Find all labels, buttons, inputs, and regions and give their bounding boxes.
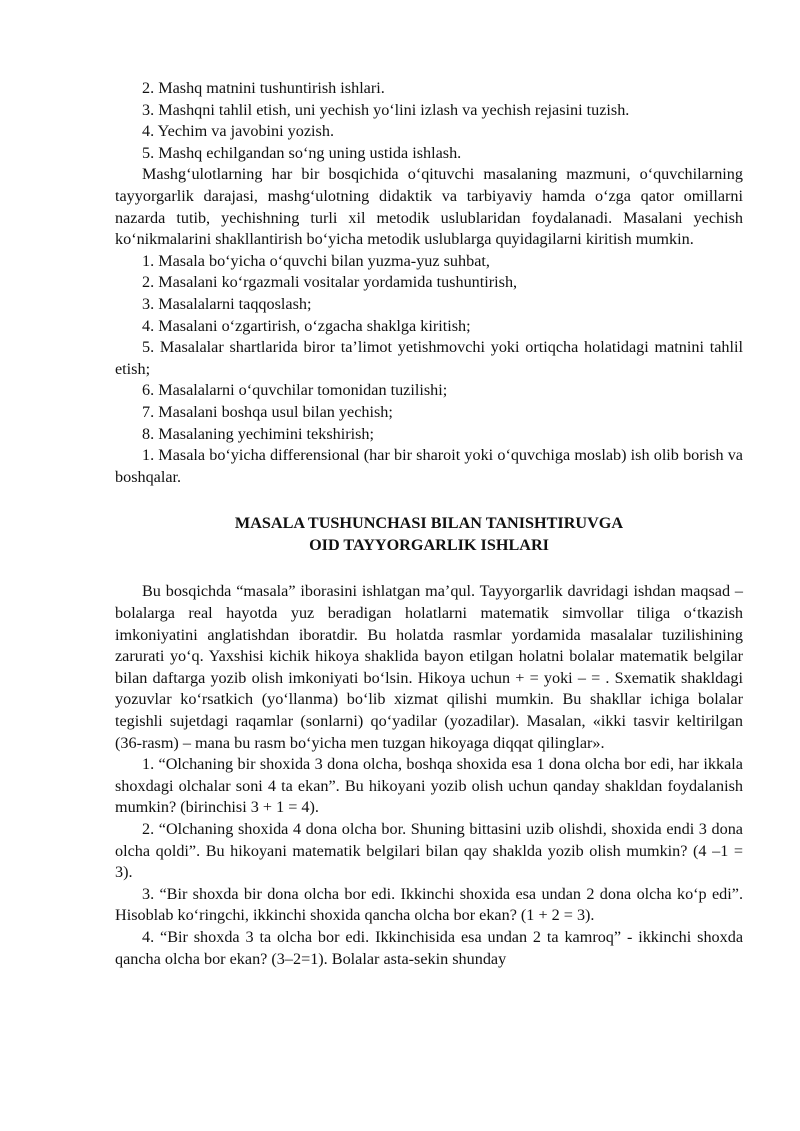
section-heading-line: MASALA TUSHUNCHASI BILAN TANISHTIRUVGA [234, 514, 624, 533]
example-paragraph: 1. “Olchaning bir shoxida 3 dona olcha, boshqa shoxida esa 1 dona olcha bor edi, har ikkala shoxdagi olchalar soni 4 ta ekan”. Bu hikoyani yozib olish uchun qanday shakldan foydalanish mumkin? (birinchisi 3 + 1 = 4). [115, 755, 743, 817]
example-paragraph: 4. “Bir shoxda 3 ta olcha bor edi. Ikkinchisida esa undan 2 ta kamroq” - ikkinchi shoxda qancha olcha bor ekan? (3–2=1). Bolalar asta-sekin shunday [115, 927, 743, 968]
list-item: 3. Masalalarni taqqoslash; [142, 294, 312, 313]
body-paragraph: Bu bosqichda “masala” iborasini ishlatgan ma’qul. Tayyorgarlik davridagi ishdan maqsad – bolalarga real hayotda yuz beradigan holatlarni matematik simvollar tiliga o‘tkazish imkoniyatini anglatishdan iboratdir. Bu holatda rasmlar yordamida masalalar tuzilishining zarurati yo‘q. Yaxshisi kichik hikoya shaklida bayon etilgan holatni bolalar matematik belgilar bilan daftarga yozib olish imkoniyati bo‘lsin. Hikoya uchun + = yoki – = . Sxematik shakldagi yozuvlar ko‘rsatkich (yo‘llanma) bo‘lib xizmat qilishi mumkin. Bu shakllar ichiga bolalar tegishli sujetdagi raqamlar (sonlarni) qo‘yadilar (yozadilar). Masalan, «ikki tasvir keltirilgan (36-rasm) – mana bu rasm bo‘yicha men tuzgan hikoyaga diqqat qilinglar». [115, 582, 743, 752]
document-page [115, 78, 743, 970]
example-paragraph: 2. “Olchaning shoxida 4 dona olcha bor. Shuning bittasini uzib olishdi, shoxida endi 3 dona olcha qoldi”. Bu hikoyani matematik belgilari bilan qay shaklda yozib olish mumkin? (4 –1 = 3). [115, 820, 743, 882]
list-item: 6. Masalalarni o‘quvchilar tomonidan tuzilishi; [142, 381, 448, 400]
list-item: 1. Masala bo‘yicha differensional (har bir sharoit yoki o‘quvchiga moslab) ish olib borish va boshqalar. [115, 446, 743, 486]
list-item: 2. Mashq matnini tushuntirish ishlari. [142, 79, 385, 97]
body-paragraph: Mashg‘ulotlarning har bir bosqichida o‘qituvchi masalaning mazmuni, o‘quvchilarning tayyorgarlik darajasi, mashg‘ulotning didaktik va tarbiyaviy hamda o‘zga qator omillarni nazarda tutib, yechishning turli xil metodik uslublaridan foydalanadi. Masalani yechish ko‘nikmalarini shakllantirish bo‘yicha metodik uslublarga quyidagilarni kiritish mumkin. [115, 165, 743, 249]
list-item: 5. Masalalar shartlarida biror ta’limot yetishmovchi yoki ortiqcha holatidagi matnini tahlil etish; [115, 338, 743, 378]
list-item: 4. Masalani o‘zgartirish, o‘zgacha shaklga kiritish; [142, 316, 471, 335]
list-item: 5. Mashq echilgandan so‘ng uning ustida ishlash. [142, 143, 462, 162]
section-heading-line: OID TAYYORGARLIK ISHLARI [309, 535, 549, 554]
list-item: 3. Mashqni tahlil etish, uni yechish yo‘lini izlash va yechish rejasini tuzish. [142, 100, 630, 119]
list-item: 8. Masalaning yechimini tekshirish; [142, 424, 374, 443]
list-item: 2. Masalani ko‘rgazmali vositalar yordamida tushuntirish, [142, 273, 518, 292]
section-heading [115, 513, 743, 556]
example-paragraph: 3. “Bir shoxda bir dona olcha bor edi. Ikkinchi shoxida esa undan 2 dona olcha ko‘p edi”. Hisoblab ko‘ringchi, ikkinchi shoxida qancha olcha bor ekan? (1 + 2 = 3). [115, 884, 743, 925]
list-item: 7. Masalani boshqa usul bilan yechish; [142, 402, 393, 421]
list-item: 4. Yechim va javobini yozish. [142, 122, 334, 141]
list-item: 1. Masala bo‘yicha o‘quvchi bilan yuzma-yuz suhbat, [142, 251, 490, 270]
